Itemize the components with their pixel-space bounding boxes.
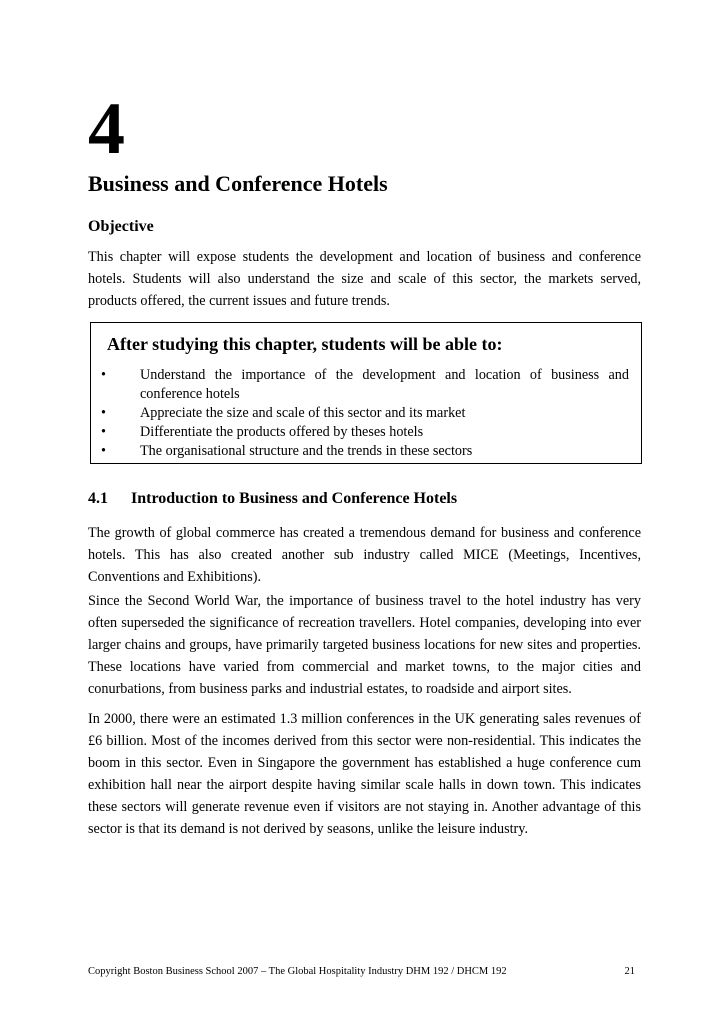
bullet-icon: • [101,443,106,459]
bullet-icon: • [101,405,106,421]
section-title: Introduction to Business and Conference Hotels [131,490,458,507]
list-item-text: Understand the importance of the development and location of business and conference hotels [140,367,629,402]
body-paragraph: In 2000, there were an estimated 1.3 million conferences in the UK generating sales revenues of £6 billion. Most of the incomes derived from this sector were non-residential. This indicates the boom in this sector. Even in Singapore the government has established a huge conference cum exhibition hall near the airport despite having similar scale halls in down town. This indicates these sectors will generate revenue even if visitors are not staying in. Another advantage of this sector is that its demand is not derived by seasons, unlike the leisure industry. [88,711,641,837]
learning-outcomes-box [90,322,642,464]
objective-heading: Objective [88,218,154,235]
objective-text: This chapter will expose students the development and location of business and conference hotels. Students will also understand the size and scale of this sector, the markets served, products offered, the current issues and future trends. [88,249,641,309]
footer-copyright: Copyright Boston Business School 2007 – The Global Hospitality Industry DHM 192 / DHCM 192 [88,966,507,977]
list-item [101,404,629,423]
learning-outcomes-heading: After studying this chapter, students will be able to: [107,334,503,354]
section-number: 4.1 [88,490,108,507]
list-item-text: Appreciate the size and scale of this sector and its market [140,405,466,421]
page-footer [88,965,641,979]
list-item-text: The organisational structure and the trends in these sectors [140,443,473,459]
list-item [101,366,629,404]
body-paragraph: The growth of global commerce has created a tremendous demand for business and conference hotels. This has also created another sub industry called MICE (Meetings, Incentives, Conventions and Exhibitions). [88,525,641,585]
page-number: 21 [624,966,635,977]
learning-outcomes-list [101,366,629,461]
list-item [101,442,629,461]
list-item-text: Differentiate the products offered by theses hotels [140,424,424,440]
chapter-number: 4 [88,88,125,170]
body-paragraph: Since the Second World War, the importance of business travel to the hotel industry has very often superseded the significance of recreation travellers. Hotel companies, developing into ever larger chains and groups, have primarily targeted business locations for new sites and properties. These locations have varied from commercial and market towns, to the major cities and conurbations, from business parks and industrial estates, to roadside and airport sites. [88,593,641,697]
section-heading [88,490,457,508]
chapter-title: Business and Conference Hotels [88,171,388,196]
bullet-icon: • [101,367,106,383]
list-item [101,423,629,442]
bullet-icon: • [101,424,106,440]
